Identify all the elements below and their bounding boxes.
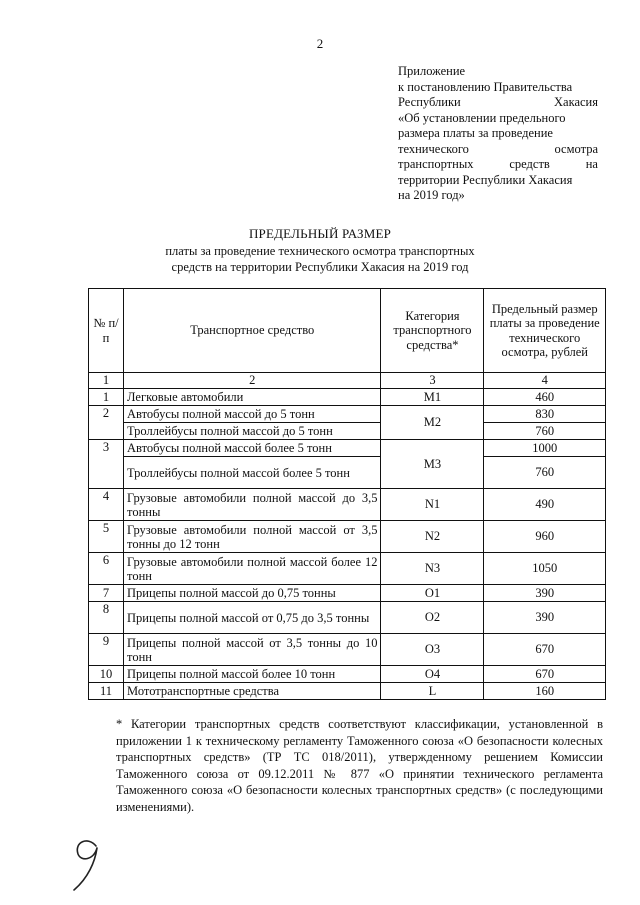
- table-row: [89, 602, 606, 634]
- document-title-block: [0, 226, 640, 275]
- row-category: M2: [381, 406, 484, 440]
- appendix-line: к постановлению Правительства: [398, 79, 573, 94]
- appendix-line: «Об установлении предельного: [398, 110, 566, 125]
- column-number: 3: [381, 373, 484, 389]
- row-fee: 160: [484, 683, 606, 700]
- header-fee: Предельный размер платы за проведение технического осмотра, рублей: [484, 289, 606, 373]
- table-row: [89, 457, 606, 489]
- row-fee: 1050: [484, 553, 606, 585]
- tariff-table: [88, 288, 606, 700]
- row-fee: 490: [484, 489, 606, 521]
- row-vehicle: Грузовые автомобили полной массой от 3,5 тонны до 12 тонн: [124, 521, 381, 553]
- table-row: [89, 489, 606, 521]
- header-num: № п/п: [89, 289, 124, 373]
- table-row: [89, 423, 606, 440]
- row-vehicle: Троллейбусы полной массой до 5 тонн: [124, 423, 381, 440]
- row-category: O1: [381, 585, 484, 602]
- row-fee: 830: [484, 406, 606, 423]
- column-number: 1: [89, 373, 124, 389]
- row-category: M3: [381, 440, 484, 489]
- row-category: L: [381, 683, 484, 700]
- appendix-line: размера платы за проведение: [398, 126, 553, 140]
- row-vehicle: Прицепы полной массой более 10 тонн: [124, 666, 381, 683]
- appendix-line: [398, 157, 598, 173]
- table-row: [89, 666, 606, 683]
- appendix-word: технического: [398, 141, 469, 156]
- row-num: 1: [89, 389, 124, 406]
- row-num: 6: [89, 553, 124, 585]
- appendix-line: Приложение: [398, 64, 466, 78]
- row-fee: 960: [484, 521, 606, 553]
- row-num: 9: [89, 634, 124, 666]
- row-num: 11: [89, 683, 124, 700]
- row-vehicle: Троллейбусы полной массой более 5 тонн: [124, 457, 381, 489]
- row-vehicle: Грузовые автомобили полной массой более 12 тонн: [124, 553, 381, 585]
- row-num: 10: [89, 666, 124, 683]
- appendix-word: средств: [509, 157, 550, 171]
- row-category: N2: [381, 521, 484, 553]
- appendix-line: [398, 95, 598, 111]
- subtitle-line: платы за проведение технического осмотра транспортных: [165, 244, 475, 258]
- table-row: [89, 634, 606, 666]
- appendix-word: Республики: [398, 95, 461, 109]
- row-fee: 390: [484, 602, 606, 634]
- handwritten-mark: [66, 832, 116, 894]
- page-number: 2: [316, 36, 324, 51]
- appendix-word: осмотра: [554, 141, 598, 156]
- row-category: O3: [381, 634, 484, 666]
- row-vehicle: Прицепы полной массой от 3,5 тонны до 10 тонн: [124, 634, 381, 666]
- row-vehicle: Мототранспортные средства: [124, 683, 381, 700]
- row-num: 4: [89, 489, 124, 521]
- table-row: [89, 553, 606, 585]
- row-category: O4: [381, 666, 484, 683]
- header-category: Категория транспортного средства*: [381, 289, 484, 373]
- row-num: 3: [89, 440, 124, 489]
- row-fee: 670: [484, 666, 606, 683]
- appendix-line: [398, 142, 598, 158]
- table-row: [89, 585, 606, 602]
- footnote: * Категории транспортных средств соответствуют классификации, установленной в приложении 1 к техническому регламенту Таможенного союза «О безопасности колесных транспортных средств» (ТР ТС 018/2011), утвержденному решением Комиссии Таможенного союза от 09.12.2011 № 877 «О принятии технического регламента Таможенного союза «О безопасности колесных транспортных средств» (с последующими изменениями).: [116, 717, 603, 814]
- row-vehicle: Автобусы полной массой до 5 тонн: [124, 406, 381, 423]
- appendix-heading: [398, 64, 598, 204]
- row-num: 7: [89, 585, 124, 602]
- appendix-line: территории Республики Хакасия: [398, 172, 573, 187]
- column-number: 2: [124, 373, 381, 389]
- document-subtitle: [0, 243, 640, 275]
- row-fee: 670: [484, 634, 606, 666]
- row-fee: 1000: [484, 440, 606, 457]
- row-fee: 460: [484, 389, 606, 406]
- row-category: O2: [381, 602, 484, 634]
- header-vehicle: Транспортное средство: [124, 289, 381, 373]
- table-row: [89, 389, 606, 406]
- row-fee: 760: [484, 423, 606, 440]
- table-row: [89, 521, 606, 553]
- row-vehicle: Автобусы полной массой более 5 тонн: [124, 440, 381, 457]
- appendix-word: на: [585, 157, 598, 171]
- row-num: 5: [89, 521, 124, 553]
- row-num: 8: [89, 602, 124, 634]
- row-category: M1: [381, 389, 484, 406]
- column-number: 4: [484, 373, 606, 389]
- row-num: 2: [89, 406, 124, 440]
- row-fee: 760: [484, 457, 606, 489]
- row-vehicle: Прицепы полной массой до 0,75 тонны: [124, 585, 381, 602]
- appendix-line: на 2019 год»: [398, 188, 465, 202]
- subtitle-line: средств на территории Республики Хакасия на 2019 год: [171, 260, 469, 274]
- table-row: [89, 683, 606, 700]
- document-title: ПРЕДЕЛЬНЫЙ РАЗМЕР: [248, 226, 392, 241]
- table-header-row: [89, 289, 606, 373]
- row-fee: 390: [484, 585, 606, 602]
- appendix-word: транспортных: [398, 157, 474, 171]
- row-category: N1: [381, 489, 484, 521]
- row-vehicle: Грузовые автомобили полной массой до 3,5 тонны: [124, 489, 381, 521]
- column-number-row: [89, 373, 606, 389]
- row-category: N3: [381, 553, 484, 585]
- row-vehicle: Прицепы полной массой от 0,75 до 3,5 тонны: [124, 602, 381, 634]
- table-row: [89, 440, 606, 457]
- table-row: [89, 406, 606, 423]
- appendix-word: Хакасия: [554, 95, 598, 109]
- row-vehicle: Легковые автомобили: [124, 389, 381, 406]
